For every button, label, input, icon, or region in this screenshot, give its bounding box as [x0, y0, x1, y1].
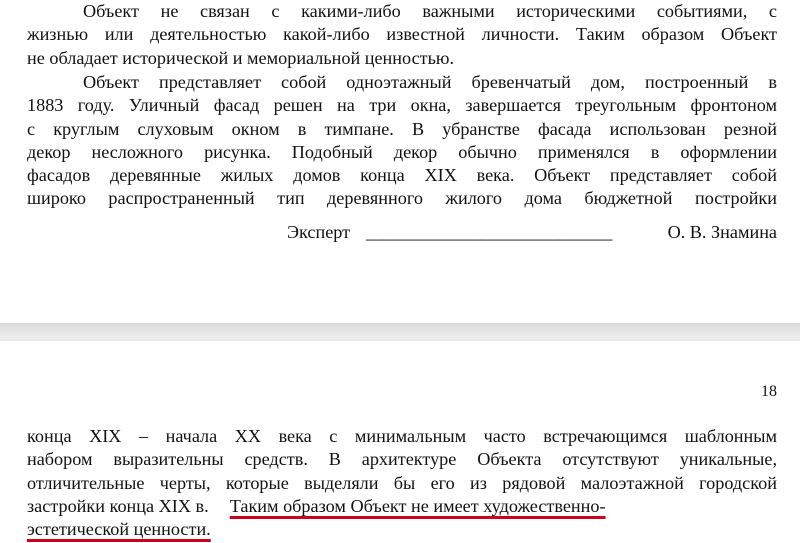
paragraph-2-line-4: декор несложного рисунка. Подобный декор обычно применялся в оформлении — [27, 141, 777, 162]
bottom-line-5 — [27, 518, 777, 541]
paragraph-2-line-1: Объект представляет собой одноэтажный бревенчатый дом, построенный в — [83, 72, 777, 92]
bottom-page-text — [27, 425, 777, 541]
paragraph-1-line-1: Объект не связан с какими-либо важными историческими событиями, с — [83, 1, 777, 21]
paragraph-1 — [27, 0, 777, 70]
bottom-line-4-prefix: застройки конца XIX в. — [27, 495, 209, 516]
paragraph-2 — [27, 71, 777, 211]
paragraph-1-line-2: жизнью или деятельностью какой-либо известной личности. Таким образом Объект — [27, 24, 777, 45]
page-separator — [0, 323, 800, 341]
signature-name: О. В. Знамина — [667, 222, 777, 242]
paragraph-2-line-3: с круглым слуховым окном в тимпане. В убранстве фасада использован резной — [27, 118, 777, 139]
bottom-line-4 — [27, 495, 777, 518]
paragraph-2-line-6: широко распространенный тип деревянного жилого дома бюджетной постройки — [27, 188, 777, 209]
paragraph-2-line-5: фасадов деревянные жилых домов конца XIX века. Объект представляет собой — [27, 165, 777, 186]
expert-signature — [287, 221, 777, 244]
bottom-line-3: отличительные черты, которые выделяли бы его из рядовой малоэтажной городской — [27, 472, 777, 493]
signature-line: ____________________________ — [365, 222, 613, 242]
bottom-line-2: набором выразительны средств. В архитектуре Объекта отсутствуют уникальные, — [27, 449, 777, 470]
signature-label: Эксперт — [287, 222, 351, 242]
highlighted-conclusion-part-2: эстетической ценности. — [27, 519, 211, 540]
highlighted-conclusion-part-1: Таким образом Объект не имеет художественно- — [229, 495, 606, 516]
paragraph-1-line-3: не обладает исторической и мемориальной ценностью. — [27, 47, 455, 68]
page-number: 18 — [761, 383, 777, 400]
paragraph-2-line-2: 1883 году. Уличный фасад решен на три окна, завершается треугольным фронтоном — [27, 95, 777, 116]
bottom-line-1: конца XIX – начала XX века с минимальным часто встречающимся шаблонным — [27, 426, 777, 446]
